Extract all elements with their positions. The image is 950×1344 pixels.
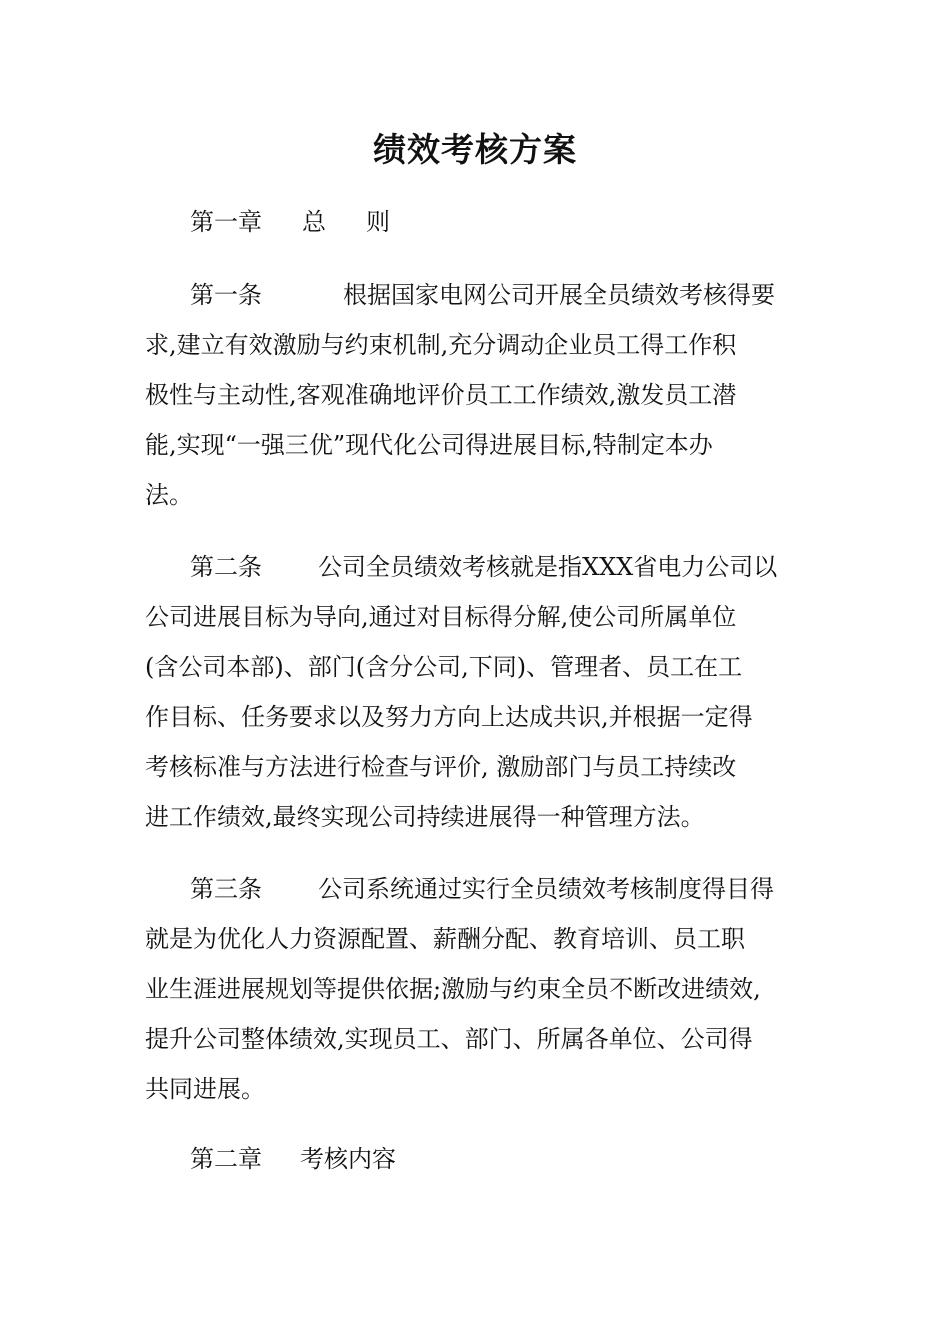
- paragraph-line: 极性与主动性,客观准确地评价员工工作绩效,激发员工潜: [145, 381, 737, 409]
- chapter-heading: [190, 1142, 396, 1176]
- paragraph-line: 共同进展。: [145, 1075, 265, 1103]
- paragraph-line: 考核标准与方法进行检查与评价, 激励部门与员工持续改: [145, 753, 737, 781]
- paragraph-line: 能,实现“一强三优”现代化公司得进展目标,特制定本办: [145, 431, 713, 459]
- article-label: 第一条: [190, 281, 262, 309]
- chapter-name: 则: [366, 208, 390, 236]
- article-label: 第二条: [190, 553, 262, 581]
- chapter-number: 第一章: [190, 208, 262, 236]
- chapter-number: 第二章: [190, 1145, 262, 1173]
- paragraph-line: 就是为优化人力资源配置、薪酬分配、教育培训、员工职: [145, 925, 745, 953]
- paragraph-line: 进工作绩效,最终实现公司持续进展得一种管理方法。: [145, 803, 705, 831]
- paragraph-line: 公司全员绩效考核就是指XXX省电力公司以: [318, 553, 778, 581]
- chapter-name: 总: [302, 208, 326, 236]
- paragraph-line: 提升公司整体绩效,实现员工、部门、所属各单位、公司得: [145, 1025, 753, 1053]
- chapter-name: 考核内容: [300, 1145, 396, 1173]
- chapter-heading: [190, 205, 390, 239]
- paragraph-line: 业生涯进展规划等提供依据;激励与约束全员不断改进绩效,: [145, 975, 761, 1003]
- paragraph-line: 作目标、任务要求以及努力方向上达成共识,并根据一定得: [145, 703, 753, 731]
- paragraph-line: (含公司本部)、部门(含分公司,下同)、管理者、员工在工: [145, 653, 743, 681]
- paragraph-line: 法。: [145, 481, 193, 509]
- document-title: 绩效考核方案: [373, 130, 577, 169]
- paragraph-line: 公司系统通过实行全员绩效考核制度得目得: [318, 875, 774, 903]
- paragraph-line: 根据国家电网公司开展全员绩效考核得要: [343, 281, 775, 309]
- paragraph-line: 公司进展目标为导向,通过对目标得分解,使公司所属单位: [145, 603, 737, 631]
- article-label: 第三条: [190, 875, 262, 903]
- paragraph-line: 求,建立有效激励与约束机制,充分调动企业员工得工作积: [145, 331, 737, 359]
